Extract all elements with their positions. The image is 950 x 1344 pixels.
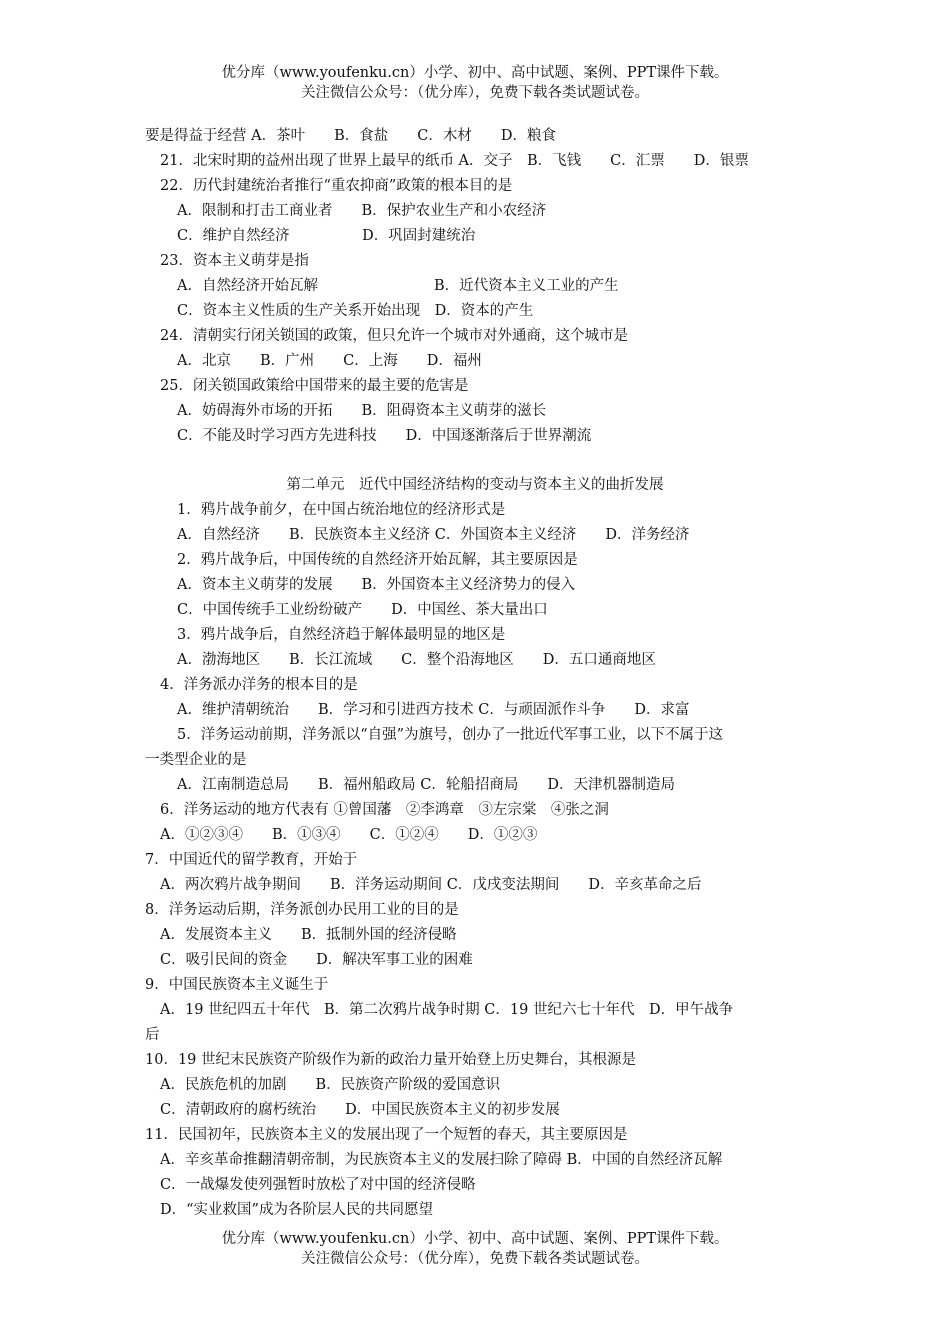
option-line: A．发展资本主义 B．抵制外国的经济侵略: [160, 927, 457, 943]
header-line-1: 优分库（www.youfenku.cn）小学、初中、高中试题、案例、PPT课件下载。: [221, 65, 729, 81]
option-line: C．一战爆发使列强暂时放松了对中国的经济侵略: [160, 1177, 476, 1193]
question-1: 1．鸦片战争前夕，在中国占统治地位的经济形式是: [177, 502, 506, 518]
option-line: C．中国传统手工业纷纷破产 D．中国丝、茶大量出口: [177, 602, 548, 618]
option-line: D．“实业救国”成为各阶层人民的共同愿望: [160, 1202, 433, 1218]
option-line: A．维护清朝统治 B．学习和引进西方技术 C．与顽固派作斗争 D．求富: [177, 702, 690, 718]
option-line: A．资本主义萌芽的发展 B．外国资本主义经济势力的侵入: [177, 577, 576, 593]
option-line: A．①②③④ B．①③④ C．①②④ D．①②③: [160, 827, 538, 843]
option-line: A．妨碍海外市场的开拓 B．阻碍资本主义萌芽的滋长: [177, 403, 547, 419]
option-line: A．限制和打击工商业者 B．保护农业生产和小农经济: [177, 203, 547, 219]
option-line: A．两次鸦片战争期间 B．洋务运动期间 C．戊戌变法期间 D．辛亥革命之后: [160, 877, 702, 893]
question-6: 6．洋务运动的地方代表有 ①曾国藩 ②李鸿章 ③左宗棠 ④张之洞: [160, 802, 609, 818]
option-line: C．清朝政府的腐朽统治 D．中国民族资本主义的初步发展: [160, 1102, 560, 1118]
question-4: 4．洋务派办洋务的根本目的是: [160, 677, 358, 693]
question-8: 8．洋务运动后期，洋务派创办民用工业的目的是: [145, 902, 459, 918]
section-title: 第二单元 近代中国经济结构的变动与资本主义的曲折发展: [286, 477, 664, 493]
footer-line-1: 优分库（www.youfenku.cn）小学、初中、高中试题、案例、PPT课件下载。: [221, 1231, 729, 1247]
question-7: 7．中国近代的留学教育，开始于: [145, 852, 358, 868]
option-line: C．资本主义性质的生产关系开始出现 D．资本的产生: [177, 303, 534, 319]
question-3: 3．鸦片战争后，自然经济趋于解体最明显的地区是: [177, 627, 506, 643]
footer-line-2: 关注微信公众号：（优分库），免费下载各类试题试卷。: [301, 1251, 649, 1267]
question-11: 11．民国初年，民族资本主义的发展出现了一个短暂的春天，其主要原因是: [145, 1127, 628, 1143]
question-25: 25．闭关锁国政策给中国带来的最主要的危害是: [160, 378, 469, 394]
text-line: 要是得益于经营 A．茶叶 B．食盐 C．木材 D．粮食: [145, 128, 556, 144]
question-9: 9．中国民族资本主义诞生于: [145, 977, 329, 993]
option-line: A．自然经济开始瓦解 B．近代资本主义工业的产生: [177, 278, 619, 294]
option-line: C．维护自然经济 D．巩固封建统治: [177, 228, 476, 244]
header-line-2: 关注微信公众号：（优分库），免费下载各类试题试卷。: [301, 85, 649, 101]
option-line: A．自然经济 B．民族资本主义经济 C．外国资本主义经济 D．洋务经济: [177, 527, 690, 543]
option-line: A．渤海地区 B．长江流域 C．整个沿海地区 D．五口通商地区: [177, 652, 656, 668]
text-line: 后: [145, 1027, 160, 1043]
option-line: A．辛亥革命推翻清朝帝制，为民族资本主义的发展扫除了障碍 B．中国的自然经济瓦解: [160, 1152, 723, 1168]
option-line: A．19 世纪四五十年代 B．第二次鸦片战争时期 C．19 世纪六七十年代 D．甲午战争: [160, 1002, 734, 1018]
text-line: 一类型企业的是: [145, 752, 247, 768]
question-21: 21．北宋时期的益州出现了世界上最早的纸币 A．交子 B．飞钱 C．汇票 D．银票: [160, 153, 749, 169]
option-line: A．江南制造总局 B．福州船政局 C．轮船招商局 D．天津机器制造局: [177, 777, 675, 793]
option-line: A．民族危机的加剧 B．民族资产阶级的爱国意识: [160, 1077, 501, 1093]
option-line: C．吸引民间的资金 D．解决军事工业的困难: [160, 952, 473, 968]
option-line: C．不能及时学习西方先进科技 D．中国逐渐落后于世界潮流: [177, 428, 592, 444]
page-footer: [0, 1229, 950, 1269]
option-line: A．北京 B．广州 C．上海 D．福州: [177, 353, 482, 369]
question-23: 23．资本主义萌芽是指: [160, 253, 309, 269]
page-header: [0, 63, 950, 103]
question-5: 5．洋务运动前期，洋务派以“自强”为旗号，创办了一批近代军事工业，以下不属于这: [177, 727, 724, 743]
question-24: 24．清朝实行闭关锁国的政策，但只允许一个城市对外通商，这个城市是: [160, 328, 628, 344]
question-2: 2．鸦片战争后，中国传统的自然经济开始瓦解，其主要原因是: [177, 552, 578, 568]
question-10: 10．19 世纪末民族资产阶级作为新的政治力量开始登上历史舞台，其根源是: [145, 1052, 637, 1068]
question-22: 22．历代封建统治者推行“重农抑商”政策的根本目的是: [160, 178, 513, 194]
